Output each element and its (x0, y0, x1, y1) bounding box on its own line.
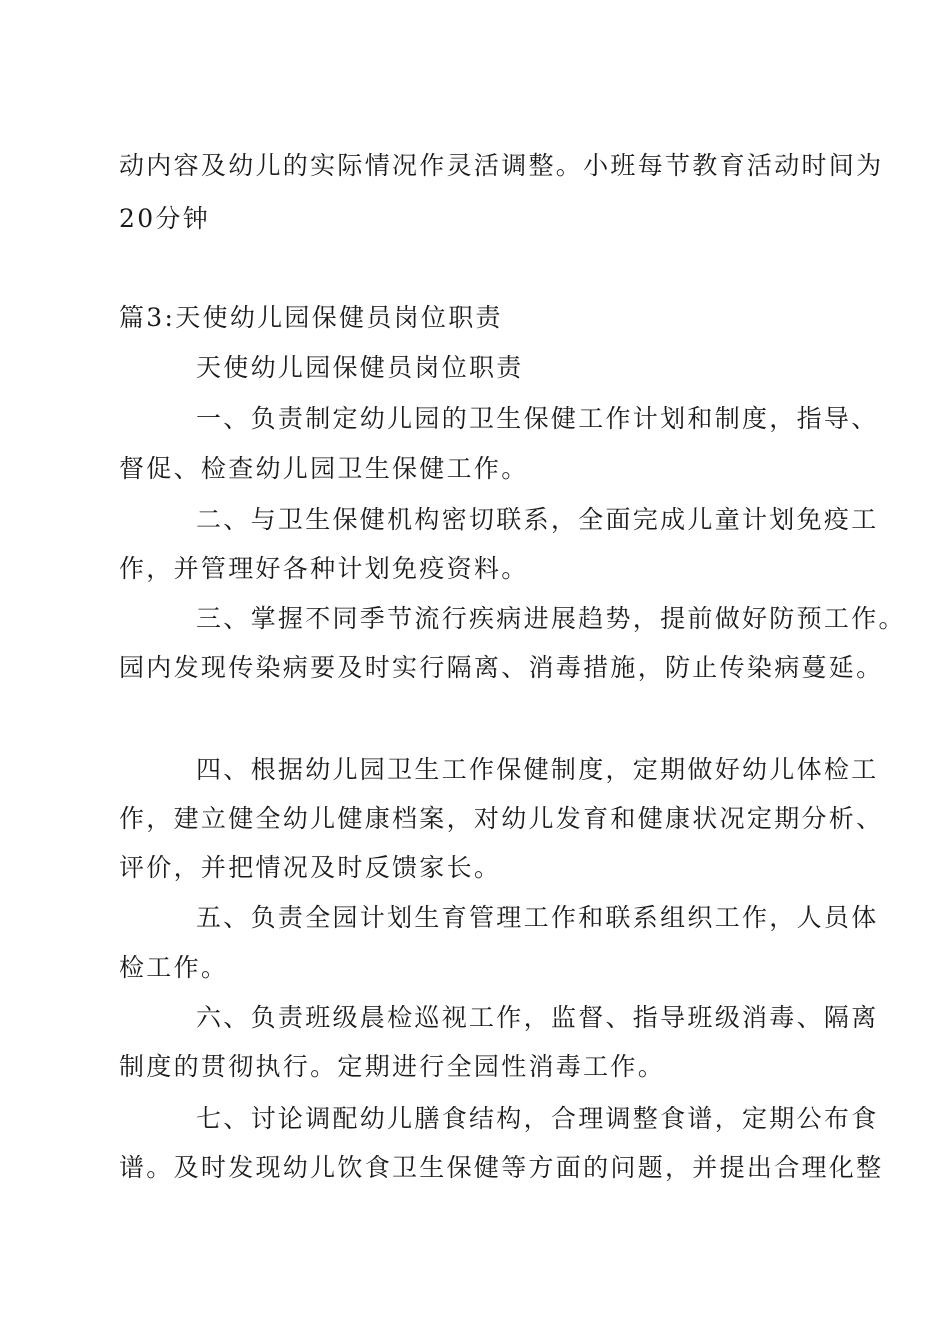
item-7-line-1: 七、讨论调配幼儿膳食结构，合理调整食谱，定期公布食 (196, 1104, 879, 1133)
item-3-line-2: 园内发现传染病要及时实行隔离、消毒措施，防止传染病蔓延。 (119, 653, 884, 682)
item-4-line-1: 四、根据幼儿园卫生工作保健制度，定期做好幼儿体检工 (196, 755, 879, 784)
item-5-line-1: 五、负责全园计划生育管理工作和联系组织工作，人员体 (196, 903, 879, 932)
section-subtitle: 天使幼儿园保健员岗位职责 (196, 353, 524, 382)
item-7-line-2: 谱。及时发现幼儿饮食卫生保健等方面的问题，并提出合理化整 (119, 1153, 884, 1182)
item-2-line-2: 作，并管理好各种计划免疫资料。 (119, 554, 529, 583)
item-6-line-2: 制度的贯彻执行。定期进行全园性消毒工作。 (119, 1052, 666, 1081)
item-3-line-1: 三、掌握不同季节流行疾病进展趋势，提前做好防预工作。 (196, 604, 906, 633)
item-4-line-2: 作，建立健全幼儿健康档案，对幼儿发育和健康状况定期分析、 (119, 804, 884, 833)
item-5-line-2: 检工作。 (119, 953, 229, 982)
paragraph-continuation-line-1: 动内容及幼儿的实际情况作灵活调整。小班每节教育活动时间为 (119, 151, 884, 180)
item-1-line-2: 督促、检查幼儿园卫生保健工作。 (119, 454, 529, 483)
item-6-line-1: 六、负责班级晨检巡视工作，监督、指导班级消毒、隔离 (196, 1003, 879, 1032)
item-1-line-1: 一、负责制定幼儿园的卫生保健工作计划和制度，指导、 (196, 404, 879, 433)
item-4-line-3: 评价，并把情况及时反馈家长。 (119, 853, 502, 882)
item-2-line-1: 二、与卫生保健机构密切联系，全面完成儿童计划免疫工 (196, 505, 879, 534)
paragraph-continuation-line-2: 20分钟 (119, 204, 211, 233)
section-heading: 篇3:天使幼儿园保健员岗位职责 (119, 303, 503, 332)
